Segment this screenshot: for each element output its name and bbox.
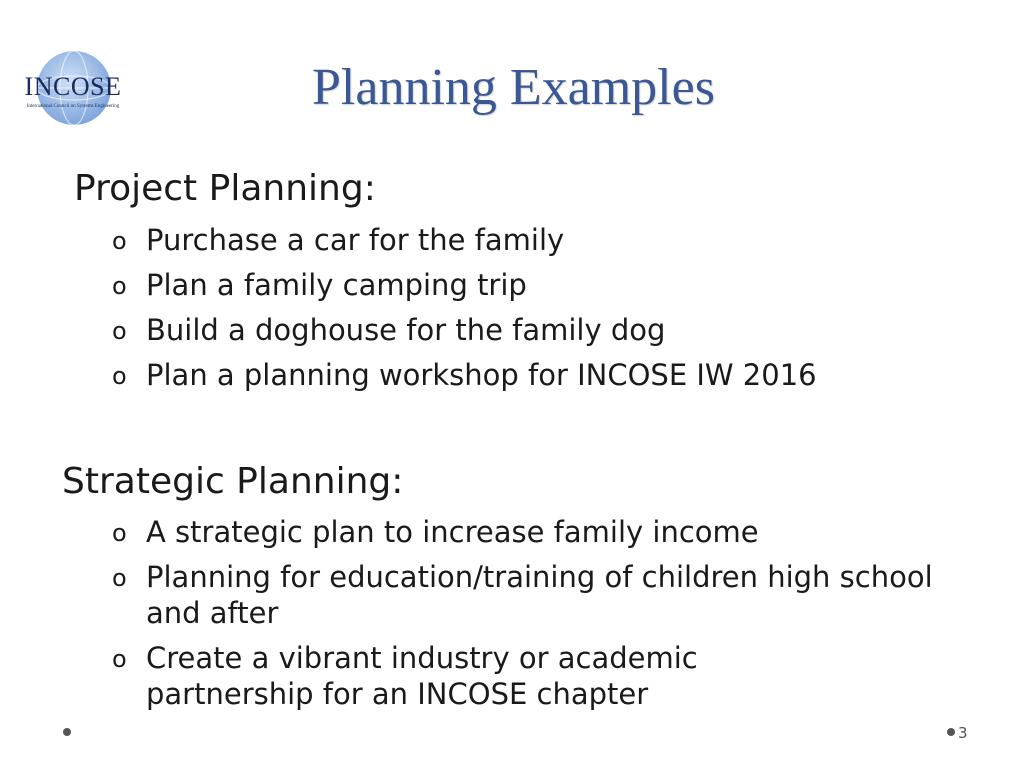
bullet-marker: o [112, 362, 127, 390]
list-item-text: Build a doghouse for the family dog [146, 313, 666, 347]
bullet-marker: o [112, 272, 127, 300]
list-item-text: Plan a family camping trip [146, 268, 527, 302]
footer-dot-left [63, 728, 71, 736]
list-item-text: A strategic plan to increase family income [146, 515, 759, 549]
list-item [112, 514, 936, 550]
strategic-planning-heading: Strategic Planning: [62, 461, 404, 502]
slide-title: Planning Examples [312, 59, 715, 116]
page-number: 3 [958, 724, 968, 742]
list-item [112, 559, 946, 631]
bullet-marker: o [112, 564, 127, 592]
project-planning-list [112, 222, 936, 402]
bullet-marker: o [112, 227, 127, 255]
bullet-marker: o [112, 317, 127, 345]
project-planning-heading: Project Planning: [74, 168, 376, 209]
list-item [112, 267, 936, 303]
list-item-text: Create a vibrant industry or academic partnership for an INCOSE chapter [146, 641, 698, 711]
logo-text: INCOSE [24, 72, 122, 101]
list-item [112, 222, 936, 258]
list-item [112, 312, 936, 348]
list-item-text: Purchase a car for the family [146, 223, 565, 257]
list-item-text: Planning for education/training of children high school and after [146, 560, 933, 630]
bullet-marker: o [112, 519, 127, 547]
logo-subtitle: International Council on Systems Engineering [26, 104, 120, 109]
incose-logo [10, 50, 132, 128]
list-item [112, 357, 936, 393]
strategic-planning-list [112, 514, 946, 721]
list-item-text: Plan a planning workshop for INCOSE IW 2016 [146, 358, 817, 392]
bullet-marker: o [112, 645, 127, 673]
list-item [112, 640, 806, 712]
footer-dot-right [947, 728, 955, 736]
